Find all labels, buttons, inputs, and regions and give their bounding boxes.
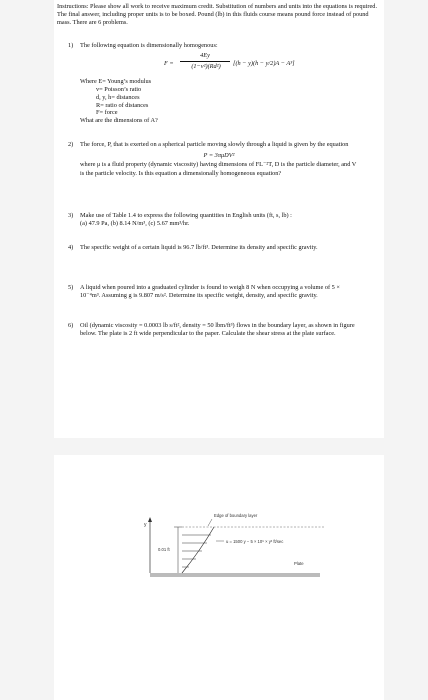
equation-block — [80, 52, 378, 78]
equation-denominator: (1−v²)(Rd²) — [191, 63, 221, 71]
y-axis-label: y — [144, 522, 147, 528]
problem-number: 6) — [68, 322, 74, 329]
problem-number: 2) — [68, 141, 74, 148]
problem-text: The following equation is dimensionally homogenous: — [80, 42, 218, 49]
problem-number: 4) — [68, 244, 74, 251]
definition-item: d, y, h= distances — [96, 94, 140, 101]
definition-item: F= force — [96, 109, 118, 117]
problem-question: What are the dimensions of A? — [80, 116, 158, 124]
problem-text-2: (a) 47.9 Pa, (b) 8.14 N/m³, (c) 5.67 mm³/hr. — [80, 220, 190, 228]
boundary-layer-figure — [54, 455, 384, 700]
problem-6 — [68, 322, 358, 338]
edge-label: Edge of boundary layer — [214, 513, 258, 518]
instructions-text: Instructions: Please show all work to receive maximum credit. Substitution of numbers and units into the equations is required. The final answer, including proper units is to be boxed. Pound (lb) in this fluids course means pound force instead of pound mass. There are 6 problems. — [57, 3, 378, 27]
equation-bracket: [(h − y)(h − y/2)A − A³] — [233, 60, 295, 68]
problem-number: 3) — [68, 212, 74, 219]
problem-text: Make use of Table 1.4 to express the following quantities in English units (ft, s, lb) : — [80, 212, 292, 219]
document-page-1 — [54, 0, 384, 438]
problem-2 — [68, 141, 358, 178]
definitions-list — [96, 86, 378, 116]
document-page-2 — [54, 455, 384, 700]
problem-text-2: where μ is a fluid property (dynamic viscosity) having dimensions of FL⁻²T, D is the particle diameter, and V is the particle velocity. Is this equation a dimensionally homogeneous equation? — [80, 161, 357, 177]
plate-label: Plate — [294, 561, 304, 566]
definition-item: v= Poisson’s ratio — [96, 86, 142, 94]
problem-text: The specific weight of a certain liquid is 96.7 lb/ft³. Determine its density and specific gravity. — [80, 244, 318, 251]
problem-3 — [68, 212, 368, 228]
fraction-bar — [180, 61, 230, 62]
velocity-profile-curve — [182, 527, 214, 573]
equation: P = 3πμDV² — [203, 152, 235, 160]
problem-5 — [68, 284, 358, 300]
problem-text: Oil (dynamic viscosity = 0.0003 lb s/ft², density = 50 lbm/ft³) flows in the boundary layer, as shown in figure below. The plate is 2 ft wide perpendicular to the paper. Calculate the shear stress at the plate surface. — [80, 322, 355, 338]
equation-lhs: F = — [164, 60, 174, 68]
profile-equation-label: u = 1500 y − 5 × 10⁶ × y³ ft/sec — [226, 539, 284, 544]
problem-number: 5) — [68, 284, 74, 291]
problem-number: 1) — [68, 42, 74, 49]
equation-numerator: 4Ey — [200, 52, 210, 60]
problem-text: A liquid when poured into a graduated cylinder is found to weigh 8 N when occupying a volume of 5 × 10⁻⁴m³. Assuming g is 9.807 m/s². Determine its specific weight, density, and specific gravity. — [80, 284, 340, 300]
problem-4 — [68, 244, 358, 252]
edge-leader-line — [208, 519, 212, 526]
thickness-label: 0.01 ft — [158, 547, 170, 552]
y-axis-arrow-icon — [148, 517, 152, 522]
problem-1 — [68, 42, 378, 125]
problem-text: The force, P, that is exerted on a spherical particle moving slowly through a liquid is given by the equation — [80, 141, 349, 148]
definition-item: R= ratio of distances — [96, 101, 149, 109]
plate-surface — [150, 573, 320, 577]
where-intro: Where E= Young’s modulus — [80, 78, 152, 86]
